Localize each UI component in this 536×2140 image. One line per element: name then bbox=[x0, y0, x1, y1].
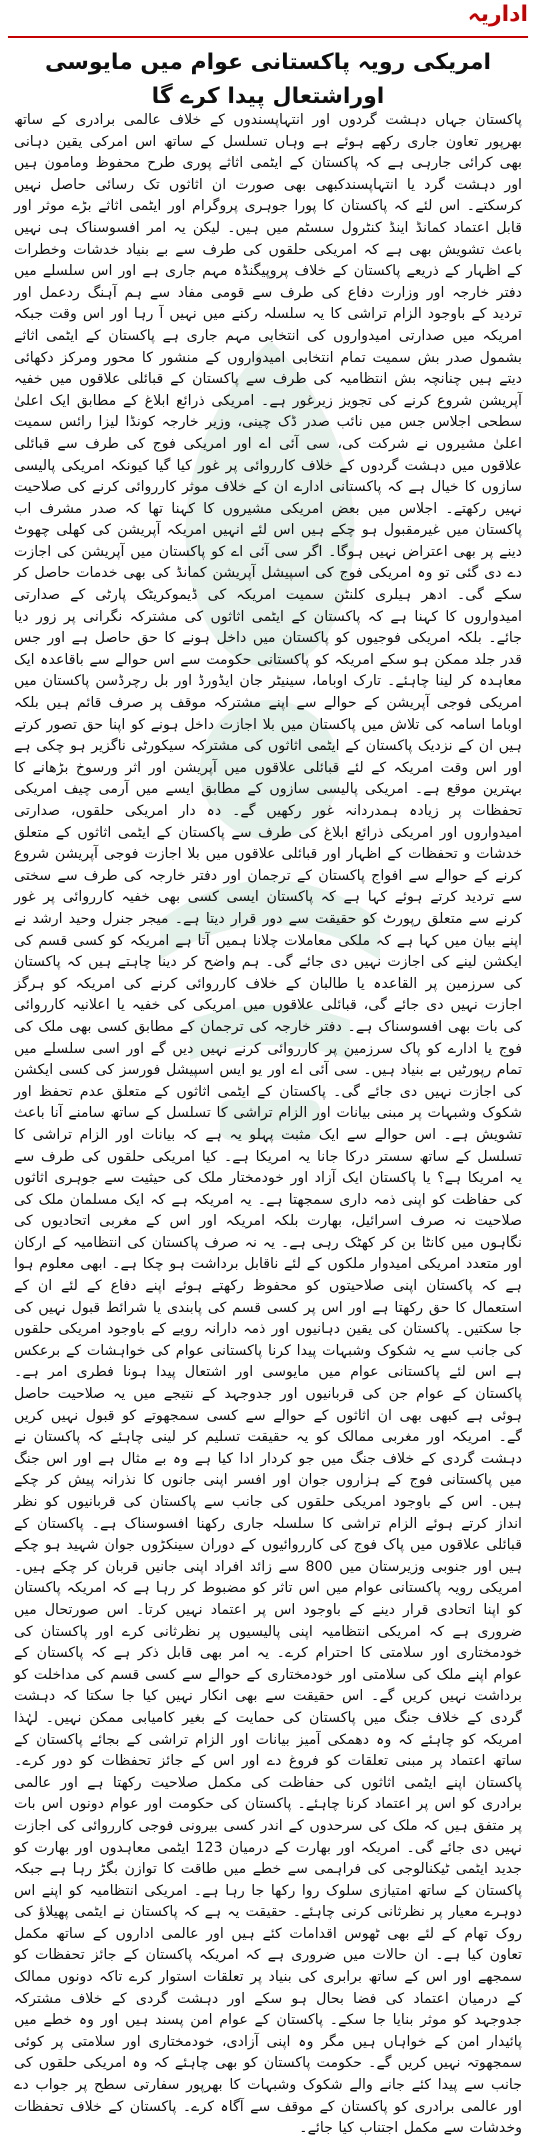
editorial-body bbox=[14, 110, 523, 2137]
section-label: اداریہ bbox=[467, 2, 528, 27]
editorial-paragraph: پاکستان جہاں دہشت گردوں اور انتہاپسندوں کے خلاف عالمی برادری کے ساتھ بھرپور تعاون جاری رکھے ہوئے ہے وہاں تسلسل کے ساتھ اس امرکی یقین دہانی بھی کرائی جارہی ہے کہ پاکستان کے ایٹمی اثاثے پوری طرح محفوظ ومامون ہیں اور دہشت گرد یا انتہاپسندکبھی بھی صورت ان اثاثوں تک رسائی حاصل نہیں کرسکتے۔ اس لئے کہ پاکستان کا پورا جوہری پروگرام اور ایٹمی اثاثے بڑے موثر اور قابل اعتماد کمانڈ اینڈ کنٹرول سسٹم میں ہیں۔ لیکن یہ امر افسوسناک ہی نہیں باعث تشویش بھی ہے کہ امریکی حلقوں کی طرف سے بے بنیاد خدشات وخطرات کے اظہار کے ذریعے پاکستان کے خلاف پروپیگنڈہ مہم جاری ہے اور اس سلسلے میں دفتر خارجہ اور وزارت دفاع کی طرف سے قومی مفاد سے ہم آہنگ ردعمل اور تردید کے باوجود الزام تراشی کا یہ سلسلہ رکنے میں نہیں آ رہا اور اس وقت جبکہ امریکہ میں صدارتی امیدواروں کی انتخابی مہم جاری ہے پاکستان کے ایٹمی اثاثے بشمول صدر بش سمیت تمام انتخابی امیدواروں کے منشور کا محور ومرکز دکھائی دیتے ہیں چنانچہ بش انتظامیہ کی طرف سے پاکستان کے قبائلی علاقوں میں خفیہ آپریشن شروع کرنے کی تجویز زیرغور ہے۔ امریکی ذرائع ابلاغ کے مطابق ایک اعلیٰ سطحی اجلاس جس میں نائب صدر ڈک چینی، وزیر خارجہ کونڈا لیزا رائس سمیت اعلیٰ مشیروں نے شرکت کی، سی آئی اے اور امریکی فوج کی طرف سے قبائلی علاقوں میں دہشت گردوں کے خلاف کارروائی پر غور کیا گیا کیونکہ امریکی پالیسی سازوں کا خیال ہے کہ پاکستانی ادارے ان کے خلاف موثر کارروائی کرنے کی صلاحیت نہیں رکھتے۔ اجلاس میں بعض امریکی مشیروں کا کہنا تھا کہ صدر مشرف اب پاکستان میں غیرمقبول ہو چکے ہیں اس لئے انہیں امریکہ آپریشن کی کھلی چھوٹ دینے پر بھی اعتراض نہیں ہوگا۔ اگر سی آئی اے کو پاکستان میں آپریشن کی اجازت دے دی گئی تو وہ امریکی فوج کی اسپیشل آپریشن کمانڈ کی بھی خدمات حاصل کر سکے گی۔ ادھر ہیلری کلنٹن سمیت امریکہ کی ڈیموکریٹک پارٹی کے صدارتی امیدواروں کا کہنا ہے کہ پاکستان کے ایٹمی اثاثوں کی مشترکہ نگرانی پر زور دیا جائے۔ بلکہ امریکی فوجیوں کو پاکستان میں داخل ہونے کا حق حاصل ہے اور جس قدر جلد ممکن ہو سکے امریکہ کو پاکستانی حکومت سے اس حوالے سے باقاعدہ ایک معاہدہ کر لینا چاہئے۔ تارک اوباما، سینیٹر جان ایڈورڈ اور بل رچرڈسن پاکستان میں امریکی فوجی آپریشن کے حوالے سے اپنے مشترکہ موقف پر صرف قائم ہیں بلکہ اوباما اسامہ کی تلاش میں پاکستان میں بلا اجازت داخل ہونے کو اپنا حق تصور کرتے ہیں ان کے نزدیک پاکستان کے ایٹمی اثاثوں کی مشترکہ سیکورٹی ناگزیر ہو چکی ہے اور اس وقت امریکہ کے لئے قبائلی علاقوں میں آپریشن اور اثر ورسوخ بڑھانے کا بہترین موقع ہے۔ امریکی پالیسی سازوں کے مطابق ایسے میں آرمی چیف امریکی تحفظات پر زیادہ ہمدردانہ غور رکھیں گے۔ دہ دار امریکی حلقوں، صدارتی امیدواروں اور امریکی ذرائع ابلاغ کی طرف سے پاکستان کے ایٹمی اثاثوں کے متعلق خدشات و تحفظات کے اظہار اور قبائلی علاقوں میں بلا اجازت فوجی آپریشن شروع کرنے کے حوالے سے افواج پاکستان کے ترجمان اور دفتر خارجہ کی طرف سے سختی سے تردید کرتے ہوئے کہا ہے کہ پاکستان ایسی کسی بھی خفیہ کارروائی پر غور کرنے سے متعلق رپورٹ کو حقیقت سے دور قرار دیتا ہے۔ میجر جنرل وحید ارشد نے اپنے بیان میں کہا ہے کہ ملکی معاملات چلانا ہمیں آتا ہے امریکہ کو کسی قسم کی ایکشن لینے کی اجازت نہیں دی جائے گی۔ ہم واضح کر دینا چاہتے ہیں کہ پاکستان کی سرزمین پر القاعدہ یا طالبان کے خلاف کارروائی کرنے کی امریکہ کو ہرگز اجازت نہیں دی جائے گی، قبائلی علاقوں میں امریکی کی خفیہ یا اعلانیہ کارروائی کی بات بھی افسوسناک ہے۔ دفتر خارجہ کی ترجمان کے مطابق کسی بھی ملک کی فوج یا ادارے کو پاک سرزمین پر کارروائی کرنے نہیں دیں گے اور اسی سلسلے میں تمام رپورٹیں بے بنیاد ہیں۔ سی آئی اے اور یو ایس اسپیشل فورسز کی کسی ایکشن کی اجازت نہیں دی جائے گی۔ پاکستان کے ایٹمی اثاثوں کے متعلق عدم تحفظ اور شکوک وشبہات پر مبنی بیانات اور الزام تراشی کا تسلسل کے ساتھ سامنے آنا باعث تشویش ہے۔ اس حوالے سے ایک مثبت پہلو یہ ہے کہ بیانات اور الزام تراشی کا تسلسل کے ساتھ سستر درکا جانا یہ امریکا ہے۔ کیا امریکی حلقوں کی طرف سے یہ امریکا ہے؟ یا پاکستان ایک آزاد اور خودمختار ملک کی حیثیت سے جوہری اثاثوں کی حفاظت کو اپنی ذمہ داری سمجھتا ہے۔ یہ امریکہ ہے کہ ایک مسلمان ملک کی صلاحیت نہ صرف اسرائیل، بھارت بلکہ امریکہ اور اس کے مغربی اتحادیوں کی نگاہوں میں کانٹا بن کر کھٹک رہی ہے۔ یہ نہ صرف پاکستان کی انتظامیہ کے ارکان اور متعدد امریکی امیدوار ملکوں کے لئے ناقابل برداشت ہو چکا ہے۔ ابھی معلوم ہوا ہے کہ پاکستان اپنی صلاحیتوں کو محفوظ رکھتے ہوئے اپنے دفاع کے لئے ان کے استعمال کا حق رکھتا ہے اور اس پر کسی قسم کی پابندی یا شرائط قبول نہیں کی جا سکتیں۔ پاکستان کی یقین دہانیوں اور ذمہ دارانہ رویے کے باوجود امریکی حلقوں کی جانب سے یہ شکوک وشبہات پیدا کرنا پاکستانی عوام کی خواہشات کے برعکس ہے اس لئے پاکستانی عوام میں مایوسی اور اشتعال پیدا ہونا فطری امر ہے۔ پاکستان کے عوام جن کی قربانیوں اور جدوجہد کے نتیجے میں یہ صلاحیت حاصل ہوئی ہے کبھی بھی ان اثاثوں کے حوالے سے کسی سمجھوتے کو قبول نہیں کریں گے۔ امریکہ اور مغربی ممالک کو یہ حقیقت تسلیم کر لینی چاہئے کہ پاکستان نے دہشت گردی کے خلاف جنگ میں جو کردار ادا کیا ہے وہ بے مثال ہے اور اس جنگ میں پاکستانی فوج کے ہزاروں جوان اور افسر اپنی جانوں کا نذرانہ پیش کر چکے ہیں۔ اس کے باوجود امریکی حلقوں کی جانب سے پاکستان کی قربانیوں کو نظر انداز کرتے ہوئے الزام تراشی کا سلسلہ جاری رکھنا افسوسناک ہے۔ پاکستان کے قبائلی علاقوں میں پاک فوج کی کارروائیوں کے دوران سینکڑوں جوان شہید ہو چکے ہیں اور جنوبی وزیرستان میں 800 سے زائد افراد اپنی جانیں قربان کر چکے ہیں۔ امریکی رویہ پاکستانی عوام میں اس تاثر کو مضبوط کر رہا ہے کہ امریکہ پاکستان کو اپنا اتحادی قرار دینے کے باوجود اس پر اعتماد نہیں کرتا۔ اس صورتحال میں ضروری ہے کہ امریکی انتظامیہ اپنی پالیسیوں پر نظرثانی کرے اور پاکستان کی خودمختاری اور سلامتی کا احترام کرے۔ یہ امر بھی قابل ذکر ہے کہ پاکستان کے عوام اپنے ملک کی سلامتی اور خودمختاری کے حوالے سے کسی قسم کی مداخلت کو برداشت نہیں کریں گے۔ اس حقیقت سے بھی انکار نہیں کیا جا سکتا کہ دہشت گردی کے خلاف جنگ میں پاکستان کی حمایت کے بغیر کامیابی ممکن نہیں۔ لہٰذا امریکہ کو چاہئے کہ وہ دھمکی آمیز بیانات اور الزام تراشی کے بجائے پاکستان کے ساتھ اعتماد پر مبنی تعلقات کو فروغ دے اور اس کے جائز تحفظات کو دور کرے۔ پاکستان اپنے ایٹمی اثاثوں کی حفاظت کی مکمل صلاحیت رکھتا ہے اور عالمی برادری کو اس پر اعتماد کرنا چاہئے۔ پاکستان کی حکومت اور عوام دونوں اس بات پر متفق ہیں کہ ملک کی سرحدوں کے اندر کسی بیرونی فوجی کارروائی کی اجازت نہیں دی جائے گی۔ امریکہ اور بھارت کے درمیان 123 ایٹمی معاہدوں اور بھارت کو جدید ایٹمی ٹیکنالوجی کی فراہمی سے خطے میں طاقت کا توازن بگڑ رہا ہے جبکہ پاکستان کے ساتھ امتیازی سلوک روا رکھا جا رہا ہے۔ امریکی انتظامیہ کو اپنے اس دوہرے معیار پر نظرثانی کرنی چاہئے۔ حقیقت یہ ہے کہ پاکستان نے ایٹمی پھیلاؤ کی روک تھام کے لئے بھی ٹھوس اقدامات کئے ہیں اور عالمی اداروں کے ساتھ مکمل تعاون کیا ہے۔ ان حالات میں ضروری ہے کہ امریکہ پاکستان کے جائز تحفظات کو سمجھے اور اس کے ساتھ برابری کی بنیاد پر تعلقات استوار کرے تاکہ دونوں ممالک کے درمیان اعتماد کی فضا بحال ہو سکے اور دہشت گردی کے خلاف مشترکہ جدوجہد کو موثر بنایا جا سکے۔ پاکستان کے عوام امن پسند ہیں اور وہ خطے میں پائیدار امن کے خواہاں ہیں مگر وہ اپنی آزادی، خودمختاری اور سلامتی پر کوئی سمجھوتہ نہیں کریں گے۔ حکومت پاکستان کو بھی چاہئے کہ وہ امریکی حلقوں کی جانب سے پیدا کئے جانے والے شکوک وشبہات کا بھرپور سفارتی سطح پر جواب دے اور عالمی برادری کو پاکستان کے موقف سے آگاہ کرے۔ پاکستان کے خلاف تحفظات وخدشات سے مکمل اجتناب کیا جائے۔ bbox=[14, 112, 523, 2137]
top-rule-divider bbox=[8, 36, 528, 38]
editorial-headline: امریکی رویہ پاکستانی عوام میں مایوسی اوراشتعال پیدا کرے گا bbox=[44, 50, 492, 109]
